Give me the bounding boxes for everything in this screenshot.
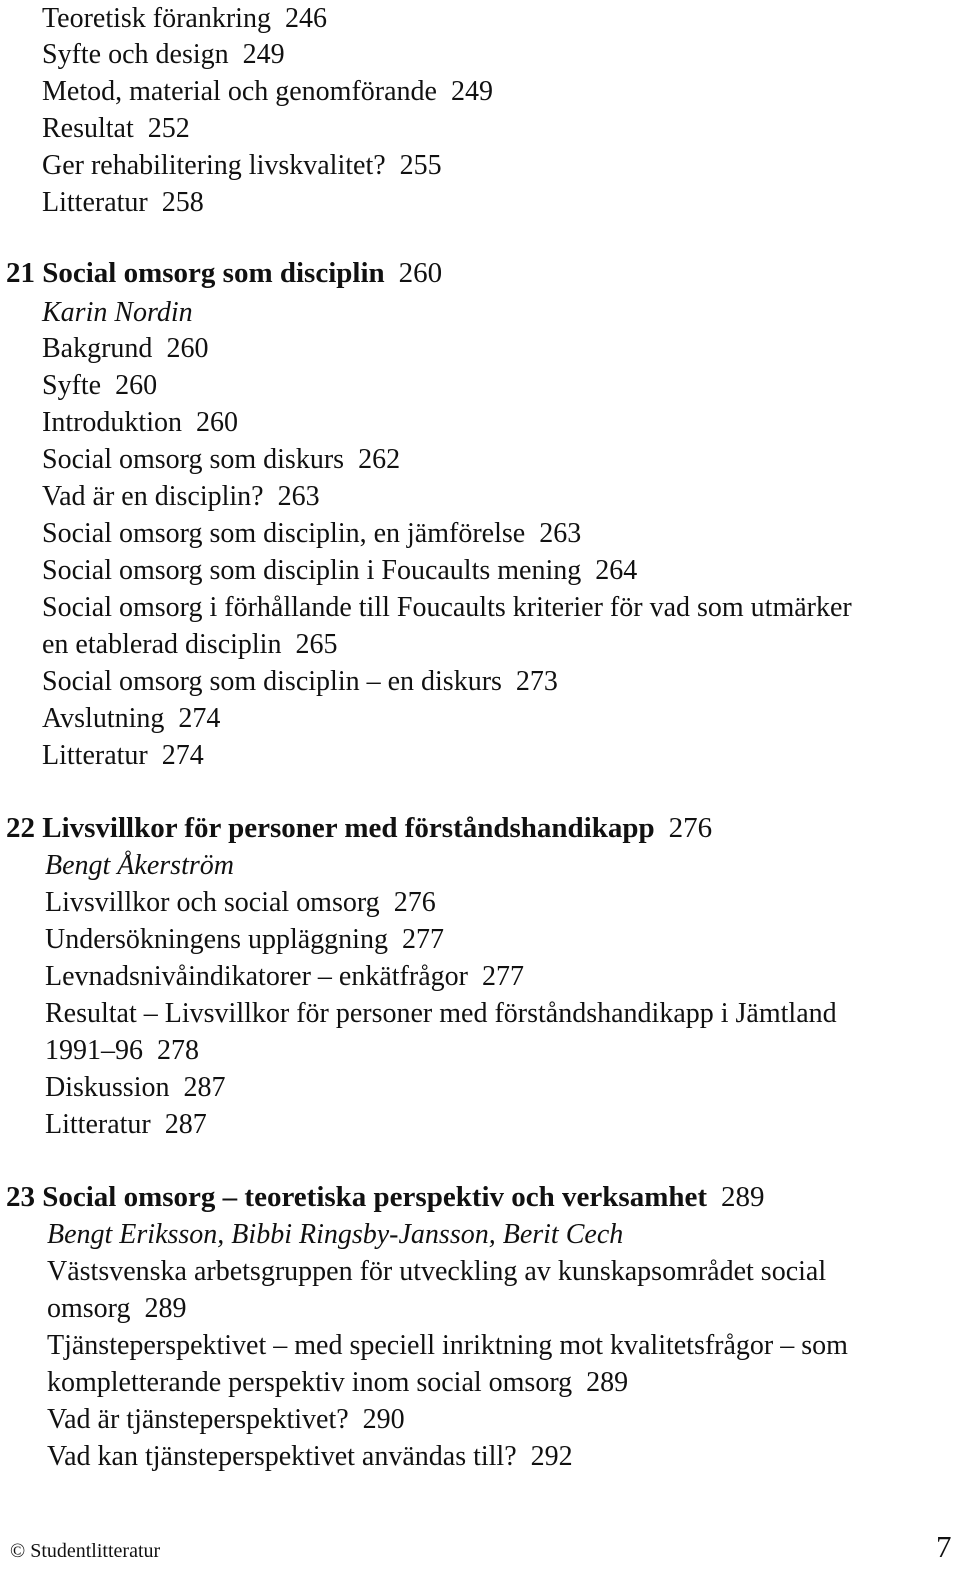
toc-entry-page: 277 bbox=[401, 924, 444, 955]
toc-entry bbox=[45, 884, 436, 921]
chapter-title: 22 Livsvillkor för personer med förståndshandikapp bbox=[6, 812, 655, 844]
chapter-heading bbox=[6, 255, 442, 292]
chapter-title: 21 Social omsorg som disciplin bbox=[6, 257, 385, 289]
toc-entry bbox=[42, 0, 327, 37]
toc-entry bbox=[45, 1106, 207, 1143]
toc-entry bbox=[42, 737, 204, 774]
toc-entry bbox=[42, 552, 637, 589]
toc-entry-page: 264 bbox=[595, 555, 638, 586]
toc-entry-page: 260 bbox=[196, 407, 238, 438]
toc-entry-title: Avslutning bbox=[42, 703, 165, 734]
chapter-page: 276 bbox=[668, 812, 713, 844]
toc-entry-page: 255 bbox=[399, 150, 442, 181]
toc-entry-title: Västsvenska arbetsgruppen för utveckling av kunskapsområdet social bbox=[47, 1256, 827, 1287]
toc-entry-title: Introduktion bbox=[42, 407, 182, 438]
toc-entry-title: en etablerad disciplin bbox=[42, 629, 282, 660]
toc-entry-title: omsorg bbox=[47, 1293, 131, 1324]
toc-entry bbox=[45, 1069, 225, 1106]
toc-entry-page: 290 bbox=[362, 1404, 405, 1435]
toc-entry bbox=[47, 1327, 848, 1364]
toc-entry bbox=[45, 1032, 199, 1069]
toc-entry-page: 274 bbox=[178, 703, 221, 734]
toc-entry-title: Social omsorg som disciplin i Foucaults mening bbox=[42, 555, 582, 586]
toc-entry-title: Tjänsteperspektivet – med speciell inriktning mot kvalitetsfrågor – som bbox=[47, 1330, 848, 1361]
toc-entry-title: Litteratur bbox=[42, 187, 148, 218]
toc-entry-page: 246 bbox=[284, 3, 327, 34]
toc-entry-title: kompletterande perspektiv inom social omsorg bbox=[47, 1367, 573, 1398]
toc-entry-title: Litteratur bbox=[45, 1109, 151, 1140]
toc-entry-page: 287 bbox=[183, 1072, 226, 1103]
toc-entry-title: Undersökningens uppläggning bbox=[45, 924, 388, 955]
toc-entry bbox=[47, 1253, 826, 1290]
toc-entry bbox=[42, 110, 190, 147]
toc-entry bbox=[47, 1364, 628, 1401]
toc-entry-page: 258 bbox=[161, 187, 204, 218]
toc-entry-title: Ger rehabilitering livskvalitet? bbox=[42, 150, 386, 181]
toc-entry bbox=[45, 995, 837, 1032]
toc-entry bbox=[42, 663, 558, 700]
toc-entry-page: 260 bbox=[115, 370, 158, 401]
toc-entry-title: Social omsorg i förhållande till Foucaults kriterier för vad som utmärker bbox=[42, 592, 852, 623]
toc-entry-title: Resultat bbox=[42, 113, 134, 144]
toc-entry bbox=[42, 330, 208, 367]
toc-entry bbox=[47, 1290, 187, 1327]
toc-entry-title: Social omsorg som disciplin, en jämförelse bbox=[42, 518, 526, 549]
toc-entry-page: 260 bbox=[166, 333, 209, 364]
chapter-author: Karin Nordin bbox=[42, 297, 193, 328]
toc-entry-page: 263 bbox=[539, 518, 582, 549]
publisher-footer: © Studentlitteratur bbox=[10, 1540, 161, 1562]
toc-entry-title: Litteratur bbox=[42, 740, 148, 771]
toc-entry-page: 263 bbox=[277, 481, 320, 512]
chapter-author: Bengt Eriksson, Bibbi Ringsby-Jansson, Berit Cech bbox=[47, 1219, 624, 1250]
toc-entry bbox=[42, 147, 442, 184]
toc-entry-title: Social omsorg som diskurs bbox=[42, 444, 345, 475]
toc-entry bbox=[42, 700, 220, 737]
toc-entry-page: 289 bbox=[144, 1293, 187, 1324]
toc-entry-title: Resultat – Livsvillkor för personer med förståndshandikapp i Jämtland bbox=[45, 998, 837, 1029]
toc-entry-page: 287 bbox=[164, 1109, 207, 1140]
toc-entry-page: 249 bbox=[242, 39, 285, 70]
toc-entry-page: 249 bbox=[450, 76, 493, 107]
toc-entry bbox=[42, 73, 493, 110]
toc-entry bbox=[42, 589, 852, 626]
toc-entry-title: Bakgrund bbox=[42, 333, 153, 364]
toc-entry-title: Syfte bbox=[42, 370, 102, 401]
toc-entry bbox=[42, 404, 238, 441]
toc-entry-page: 252 bbox=[147, 113, 190, 144]
toc-entry-title: Vad kan tjänsteperspektivet användas till? bbox=[47, 1441, 517, 1472]
chapter-author: Bengt Åkerström bbox=[45, 850, 234, 881]
toc-entry bbox=[45, 921, 444, 958]
toc-entry bbox=[42, 515, 581, 552]
toc-entry-page: 278 bbox=[157, 1035, 199, 1066]
toc-entry-page: 277 bbox=[481, 961, 524, 992]
toc-entry-page: 289 bbox=[586, 1367, 629, 1398]
toc-entry-title: Teoretisk förankring bbox=[42, 3, 271, 34]
toc-entry-title: Vad är en disciplin? bbox=[42, 481, 264, 512]
toc-entry-title: Metod, material och genomförande bbox=[42, 76, 437, 107]
toc-entry-title: Diskussion bbox=[45, 1072, 170, 1103]
chapter-page: 260 bbox=[398, 257, 443, 289]
chapter-heading bbox=[6, 810, 712, 847]
toc-entry-page: 273 bbox=[515, 666, 558, 697]
toc-entry-page: 274 bbox=[161, 740, 204, 771]
toc-entry bbox=[42, 184, 204, 221]
toc-entry-page: 292 bbox=[530, 1441, 573, 1472]
toc-entry bbox=[42, 36, 285, 73]
toc-entry bbox=[47, 1401, 405, 1438]
toc-entry-title: Livsvillkor och social omsorg bbox=[45, 887, 380, 918]
toc-entry-title: Social omsorg som disciplin – en diskurs bbox=[42, 666, 502, 697]
page-number: 7 bbox=[936, 1529, 952, 1564]
toc-entry bbox=[42, 478, 320, 515]
toc-entry-title: Vad är tjänsteperspektivet? bbox=[47, 1404, 349, 1435]
toc-entry bbox=[42, 367, 157, 404]
toc-entry bbox=[42, 441, 400, 478]
toc-entry bbox=[45, 958, 524, 995]
chapter-title: 23 Social omsorg – teoretiska perspektiv och verksamhet bbox=[6, 1181, 708, 1213]
toc-entry-page: 276 bbox=[393, 887, 436, 918]
toc-entry-page: 262 bbox=[358, 444, 401, 475]
toc-entry-title: Levnadsnivåindikatorer – enkätfrågor bbox=[45, 961, 468, 992]
toc-entry bbox=[47, 1438, 573, 1475]
toc-entry bbox=[42, 626, 337, 663]
toc-entry-page: 265 bbox=[295, 629, 338, 660]
toc-entry-title: 1991–96 bbox=[45, 1035, 143, 1066]
chapter-heading bbox=[6, 1179, 765, 1216]
toc-entry-title: Syfte och design bbox=[42, 39, 229, 70]
chapter-page: 289 bbox=[721, 1181, 765, 1213]
